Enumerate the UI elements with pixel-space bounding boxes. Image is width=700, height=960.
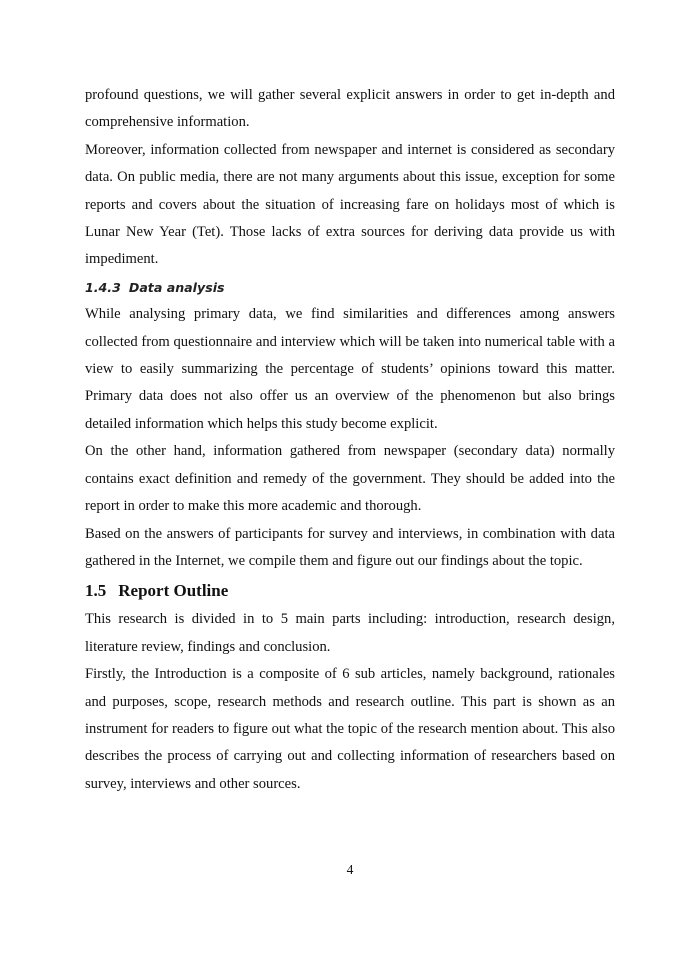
body-paragraph: profound questions, we will gather several explicit answers in order to get in-depth and comprehensive information. bbox=[85, 87, 615, 131]
body-paragraph: While analysing primary data, we find similarities and differences among answers collected from questionnaire and interview which will be taken into numerical table with a view to easily summarizing the percentage of students’ opinions toward this matter. Primary data does not also offer us an overview of the phenomenon but also brings detailed information which helps this study become explicit. bbox=[85, 306, 615, 432]
section-heading bbox=[85, 575, 615, 606]
page-body bbox=[85, 82, 615, 798]
body-paragraph: Firstly, the Introduction is a composite of 6 sub articles, namely background, rationales and purposes, scope, research methods and research outline. This part is shown as an instrument for readers to figure out what the topic of the research mention about. This also describes the process of carrying out and collecting information of researchers based on survey, interviews and other sources. bbox=[85, 666, 615, 792]
section-number: 1.5 bbox=[85, 581, 107, 601]
body-paragraph: Moreover, information collected from newspaper and internet is considered as secondary data. On public media, there are not many arguments about this issue, exception for some reports and covers about the situation of increasing fare on holidays most of which is Lunar New Year (Tet). Those lacks of extra sources for deriving data provide us with impediment. bbox=[85, 141, 615, 268]
page-number: 4 bbox=[346, 862, 354, 877]
subsection-number: 1.4.3 bbox=[85, 279, 121, 295]
section-title: Report Outline bbox=[118, 581, 229, 601]
subsection-heading bbox=[85, 274, 615, 301]
body-paragraph: This research is divided in to 5 main parts including: introduction, research design, literature review, findings and conclusion. bbox=[85, 611, 615, 655]
body-paragraph: On the other hand, information gathered from newspaper (secondary data) normally contains exact definition and remedy of the government. They should be added into the report in order to make this more academic and thorough. bbox=[85, 443, 615, 515]
subsection-title: Data analysis bbox=[128, 279, 225, 295]
body-paragraph: Based on the answers of participants for survey and interviews, in combination with data gathered in the Internet, we compile them and figure out our findings about the topic. bbox=[85, 525, 615, 569]
